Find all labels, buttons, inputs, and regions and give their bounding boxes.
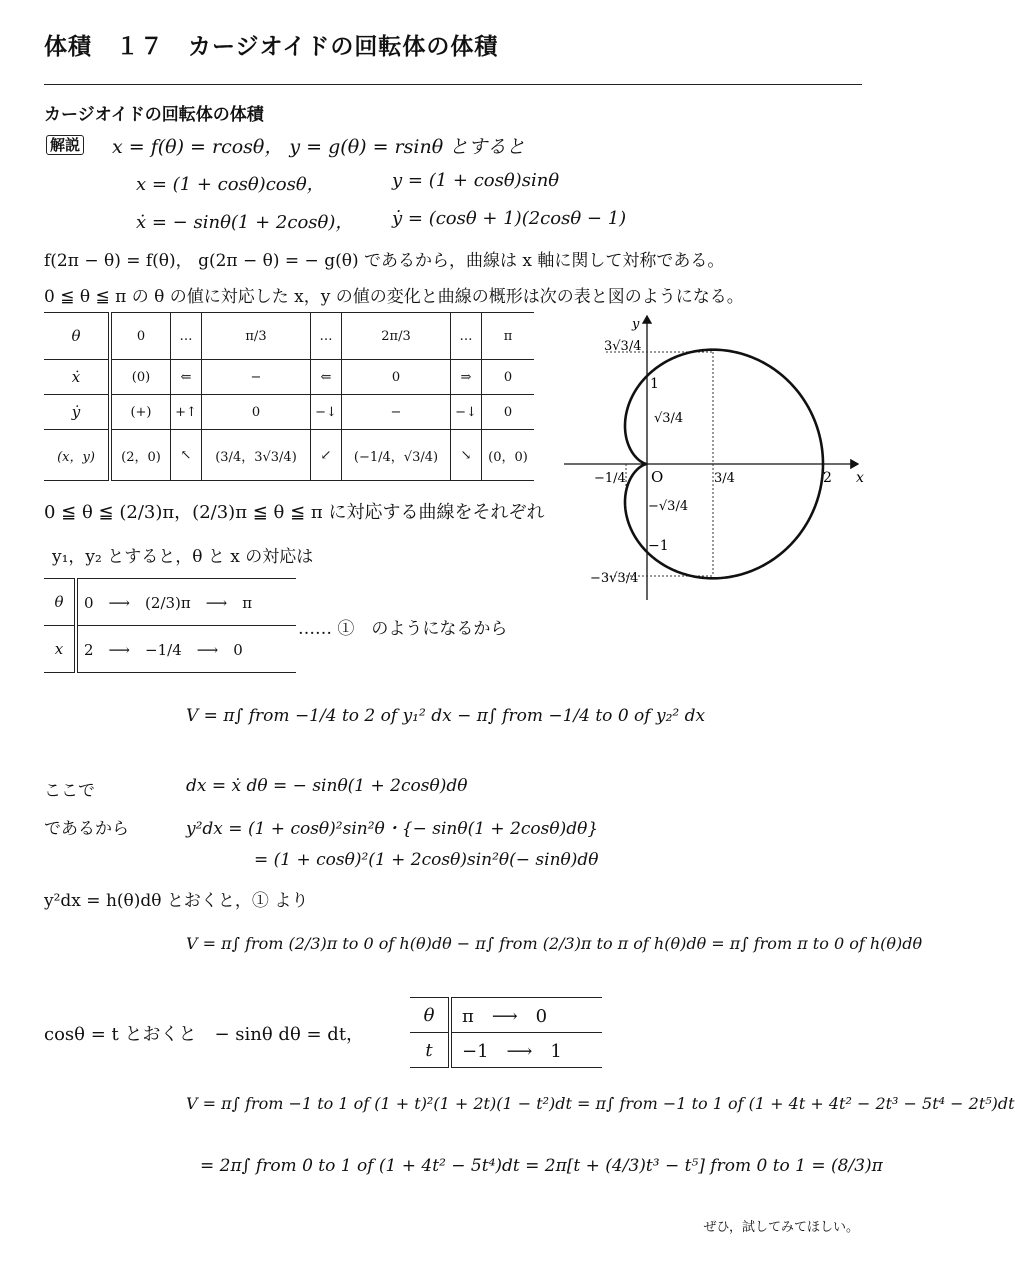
line-substitution: cosθ = t とおくと − sinθ dθ = dt， xyxy=(44,1024,365,1045)
table-cell: π/3 xyxy=(202,313,311,360)
page-title: 体積 １７ カージオイドの回転体の体積 xyxy=(44,34,499,60)
equation-final-result: = 2π∫ from 0 to 1 of (1 + 4t² − 5t⁴)dt = 2π[t + (4/3)t³ − t⁵] from 0 to 1 = (8/3)π xyxy=(200,1156,883,1176)
equation-volume-t: V = π∫ from −1 to 1 of (1 + t)²(1 + 2t)(1 − t²)dt = π∫ from −1 to 1 of (1 + 4t + 4t² − 2t³ − 5t⁴ − 2t⁵)dt xyxy=(186,1094,1015,1113)
explanation-badge: 解説 xyxy=(46,134,84,155)
table-cell: θ xyxy=(410,998,450,1033)
equation-y2dx: y²dx = (1 + cosθ)²sin²θ・{− sinθ(1 + 2cosθ)dθ} xyxy=(186,819,599,839)
table-cell: − xyxy=(202,360,311,395)
equation-dx: dx = ẋ dθ = − sinθ(1 + 2cosθ)dθ xyxy=(186,776,468,796)
line-param: x = f(θ) = rcosθ， y = g(θ) = rsinθ とすると xyxy=(112,136,526,158)
table-cell: 0 xyxy=(482,395,535,430)
table-cell: 2 ⟶ −1/4 ⟶ 0 xyxy=(76,626,296,673)
table-cell: 2π/3 xyxy=(342,313,451,360)
origin-label: O xyxy=(651,468,664,486)
table-cell: … xyxy=(171,313,202,360)
label-1: 1 xyxy=(650,376,659,392)
label-minus-1-over-4: −1/4 xyxy=(594,471,626,486)
table-cell: ⇒ xyxy=(451,360,482,395)
label-3-over-4: 3/4 xyxy=(714,471,735,486)
footer-note: ぜひ，試してみてほしい。 xyxy=(703,1220,859,1235)
table-cell: θ xyxy=(44,313,110,360)
table-row xyxy=(44,579,296,626)
table-cell: −↓ xyxy=(451,395,482,430)
table-cell: 0 xyxy=(110,313,171,360)
theta-x-table xyxy=(44,578,296,673)
table-cell: ẋ xyxy=(44,360,110,395)
table-cell: … xyxy=(311,313,342,360)
label-minus-3sqrt3-over-4: −3√3/4 xyxy=(590,571,639,586)
line-y-def: y = (1 + cosθ)sinθ xyxy=(392,170,560,191)
table-row xyxy=(44,360,534,395)
table-cell: ⇐ xyxy=(311,360,342,395)
text-dearukara: であるから xyxy=(44,819,129,839)
table-cell: π ⟶ 0 xyxy=(450,998,602,1033)
label-minus-sqrt3-over-4: −√3/4 xyxy=(648,499,689,514)
line-ref-1: …… ① のようになるから xyxy=(298,619,508,639)
table-cell: π xyxy=(482,313,535,360)
table-cell: −1 ⟶ 1 xyxy=(450,1033,602,1068)
line-ydot: ẏ = (cosθ + 1)(2cosθ − 1) xyxy=(392,208,627,229)
table-cell: ẏ xyxy=(44,395,110,430)
table-cell: θ xyxy=(44,579,76,626)
table-row xyxy=(44,626,296,673)
table-row xyxy=(44,395,534,430)
label-minus-1: −1 xyxy=(648,538,669,554)
section-heading: カージオイドの回転体の体積 xyxy=(44,105,264,125)
cardioid-graph xyxy=(560,310,870,602)
variation-table xyxy=(44,312,534,481)
table-cell: 0 ⟶ (2/3)π ⟶ π xyxy=(76,579,296,626)
equation-y2dx-simplified: = (1 + cosθ)²(1 + 2cosθ)sin²θ(− sinθ)dθ xyxy=(254,850,599,870)
table-cell: (−1/4，√3/4) xyxy=(342,430,451,481)
equation-volume-h: V = π∫ from (2/3)π to 0 of h(θ)dθ − π∫ from (2/3)π to π of h(θ)dθ = π∫ from π to 0 of h(θ)dθ xyxy=(186,934,923,953)
table-cell: ⇐ xyxy=(171,360,202,395)
table-cell: … xyxy=(451,313,482,360)
table-cell: (3/4，3√3/4) xyxy=(202,430,311,481)
title-divider xyxy=(44,84,862,85)
table-row xyxy=(410,1033,602,1068)
line-symmetry: f(2π − θ) = f(θ)， g(2π − θ) = − g(θ) であるから，曲線は x 軸に関して対称である。 xyxy=(44,251,725,271)
y-axis-label: y xyxy=(632,317,640,332)
table-cell: − xyxy=(342,395,451,430)
table-cell: ↘ xyxy=(451,430,482,481)
table-cell: +↑ xyxy=(171,395,202,430)
x-axis-label: x xyxy=(856,470,864,486)
label-3sqrt3-over-4: 3√3/4 xyxy=(604,339,642,354)
table-cell: (+) xyxy=(110,395,171,430)
line-xdot: ẋ = − sinθ(1 + 2cosθ)， xyxy=(136,212,354,233)
table-cell: t xyxy=(410,1033,450,1068)
table-cell: 0 xyxy=(482,360,535,395)
line-h-def: y²dx = h(θ)dθ とおくと，① より xyxy=(44,891,309,911)
label-sqrt3-over-4: √3/4 xyxy=(654,411,684,426)
table-row xyxy=(44,313,534,360)
text-koko-de: ここで xyxy=(44,781,95,801)
table-cell: 0 xyxy=(202,395,311,430)
line-correspondence: y₁，y₂ とすると，θ と x の対応は xyxy=(52,547,314,567)
line-x-def: x = (1 + cosθ)cosθ， xyxy=(136,174,325,195)
line-table-intro: 0 ≦ θ ≦ π の θ の値に対応した x，y の値の変化と曲線の概形は次の表と図のようになる。 xyxy=(44,287,744,307)
table-cell: (2，0) xyxy=(110,430,171,481)
table-cell: (0) xyxy=(110,360,171,395)
table-cell: x xyxy=(44,626,76,673)
table-cell: (0，0) xyxy=(482,430,535,481)
table-row xyxy=(410,998,602,1033)
table-cell: ↖ xyxy=(171,430,202,481)
table-row xyxy=(44,430,534,481)
table-cell: −↓ xyxy=(311,395,342,430)
label-2: 2 xyxy=(823,470,832,486)
equation-volume: V = π∫ from −1/4 to 2 of y₁² dx − π∫ from −1/4 to 0 of y₂² dx xyxy=(186,706,706,726)
table-cell: 0 xyxy=(342,360,451,395)
theta-t-table xyxy=(410,997,602,1068)
table-cell: (x，y) xyxy=(44,430,110,481)
table-cell: ↙ xyxy=(311,430,342,481)
line-split-curve: 0 ≦ θ ≦ (2/3)π，(2/3)π ≦ θ ≦ π に対応する曲線をそれぞれ xyxy=(44,502,545,523)
